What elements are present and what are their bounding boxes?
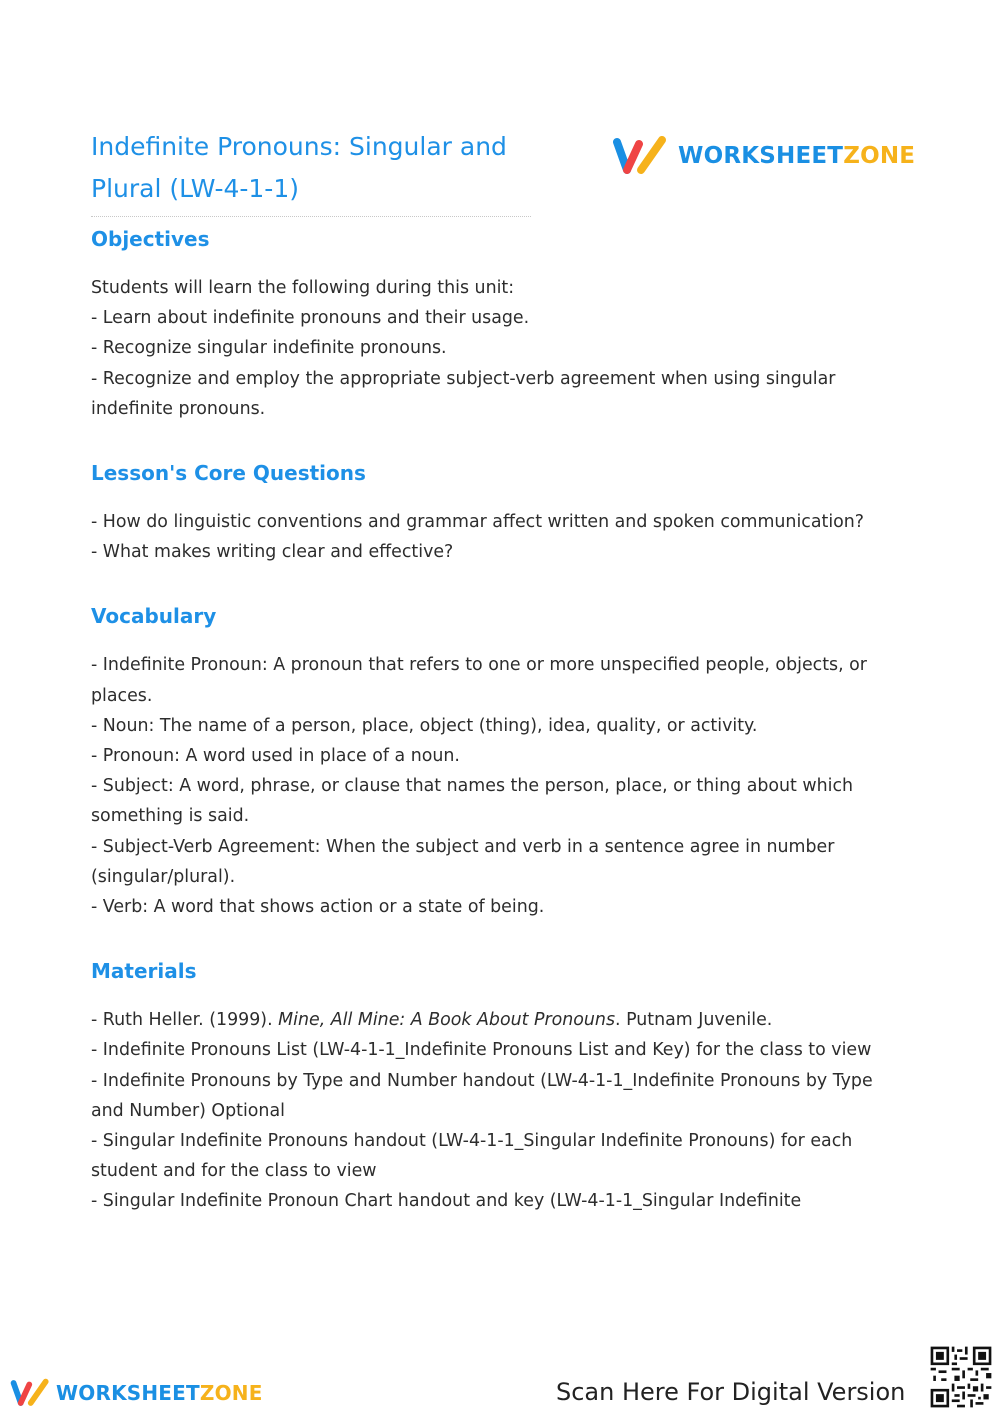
objectives-list <box>91 273 906 424</box>
vocabulary-list <box>91 650 906 922</box>
worksheetzone-logo-icon <box>10 1377 50 1409</box>
qr-code-icon[interactable] <box>928 1344 994 1410</box>
brand-word-2: ZONE <box>843 143 916 169</box>
objectives-section <box>91 222 906 424</box>
page-title <box>91 126 531 217</box>
core-question-line: - What makes writing clear and effective? <box>91 542 454 563</box>
materials-section <box>91 954 906 1216</box>
core-question-line: - How do linguistic conventions and grammar affect written and spoken communication? <box>91 512 865 533</box>
materials-line <box>91 1005 906 1035</box>
vocabulary-line: - Subject-Verb Agreement: When the subject and verb in a sentence agree in number (singular/plural). <box>91 836 835 887</box>
vocabulary-section <box>91 599 906 922</box>
core-questions-heading: Lesson's Core Questions <box>91 461 366 486</box>
materials-list <box>91 1005 906 1216</box>
materials-line: - Singular Indefinite Pronoun Chart handout and key (LW-4-1-1_Singular Indefinite <box>91 1191 802 1212</box>
vocabulary-line: - Verb: A word that shows action or a state of being. <box>91 897 545 918</box>
header-logo <box>612 134 915 178</box>
materials-line: - Indefinite Pronouns List (LW-4-1-1_Indefinite Pronouns List and Key) for the class to view <box>91 1040 872 1061</box>
footer-logo <box>10 1374 263 1412</box>
brand-word-1: WORKSHEET <box>678 143 844 169</box>
materials-book-title: Mine, All Mine: A Book About Pronouns <box>278 1010 616 1031</box>
objectives-line: - Recognize and employ the appropriate subject-verb agreement when using singular indefinite pronouns. <box>91 368 836 419</box>
materials-line: - Indefinite Pronouns by Type and Number handout (LW-4-1-1_Indefinite Pronouns by Type and Number) Optional <box>91 1070 873 1121</box>
objectives-line: - Learn about indefinite pronouns and their usage. <box>91 308 530 329</box>
objectives-line: - Recognize singular indefinite pronouns. <box>91 338 447 359</box>
materials-heading: Materials <box>91 959 197 984</box>
footer-brand-word-1: WORKSHEET <box>56 1381 200 1405</box>
vocabulary-line: - Subject: A word, phrase, or clause that names the person, place, or thing about which something is said. <box>91 776 854 827</box>
footer-brand-text <box>56 1381 263 1405</box>
worksheetzone-logo-icon <box>612 134 668 178</box>
core-questions-section <box>91 456 906 567</box>
header-brand-text <box>678 143 915 169</box>
materials-citation-publisher: . Putnam Juvenile. <box>615 1010 773 1031</box>
materials-citation-author: - Ruth Heller. (1999). <box>91 1010 279 1031</box>
vocabulary-line: - Indefinite Pronoun: A pronoun that refers to one or more unspecified people, objects, or places. <box>91 655 867 706</box>
vocabulary-line: - Noun: The name of a person, place, object (thing), idea, quality, or activity. <box>91 715 758 736</box>
vocabulary-heading: Vocabulary <box>91 604 217 629</box>
vocabulary-line: - Pronoun: A word used in place of a noun. <box>91 746 460 767</box>
materials-line: - Singular Indefinite Pronouns handout (LW-4-1-1_Singular Indefinite Pronouns) for each student and for the class to view <box>91 1131 853 1182</box>
footer-brand-word-2: ZONE <box>199 1381 263 1405</box>
objectives-heading: Objectives <box>91 227 210 251</box>
core-questions-list <box>91 507 906 567</box>
title-line-2: Plural (LW-4-1-1) <box>91 174 299 203</box>
worksheet-content <box>91 222 906 1249</box>
objectives-line: Students will learn the following during this unit: <box>91 278 515 298</box>
scan-instruction: Scan Here For Digital Version <box>556 1378 906 1406</box>
title-line-1: Indefinite Pronouns: Singular and <box>91 132 507 161</box>
